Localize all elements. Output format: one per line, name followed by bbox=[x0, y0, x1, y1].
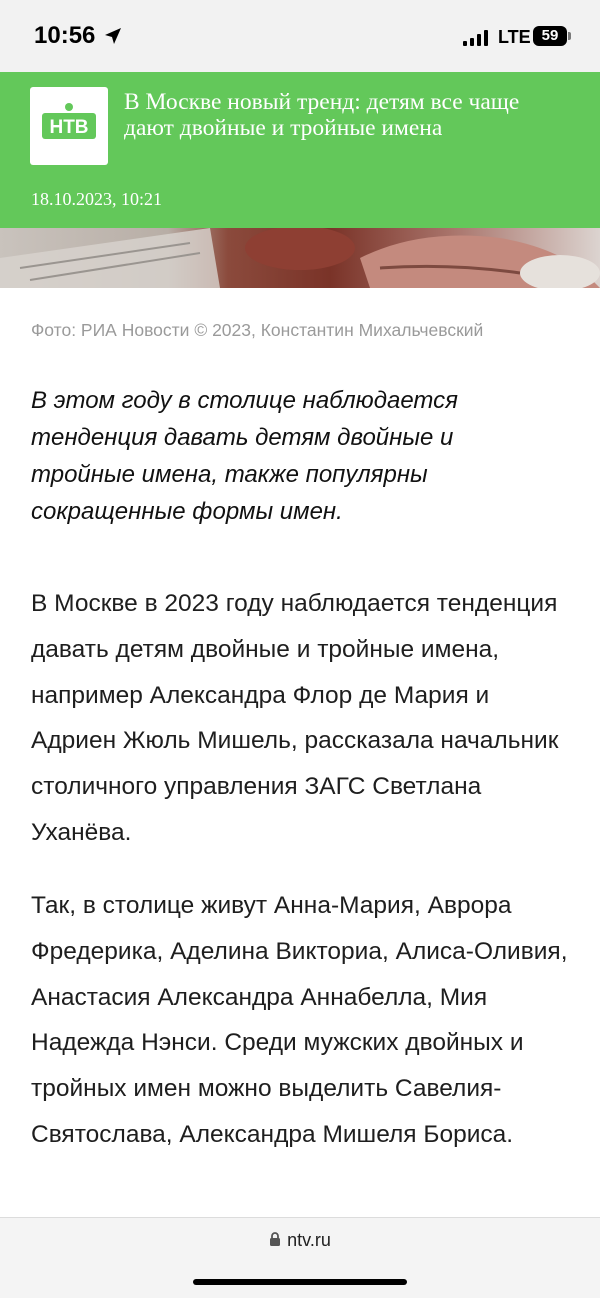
svg-text:НТВ: НТВ bbox=[49, 117, 89, 138]
article-date: 18.10.2023, 10:21 bbox=[31, 189, 163, 209]
photo-image bbox=[0, 228, 600, 288]
article-paragraph: Так, в столице живут Анна-Мария, Аврора Фредерика, Аделина Викториа, Алиса-Оливия, Анастасия Александра Аннабелла, Мия Надежда Нэнси. Среди мужских двойных и тройных имен можно выделить Савелия-Святослава, Александра Мишеля Бориса. bbox=[31, 892, 568, 1148]
article-header bbox=[0, 72, 600, 228]
battery-cap bbox=[568, 32, 571, 40]
home-indicator[interactable] bbox=[193, 1279, 407, 1285]
article-title: В Москве новый тренд: детям все чаще дают двойные и тройные имена bbox=[124, 89, 520, 141]
status-time: 10:56 bbox=[34, 22, 96, 49]
location-arrow-icon bbox=[104, 27, 122, 45]
ntv-logo-icon bbox=[30, 87, 108, 165]
battery-level: 59 bbox=[541, 27, 559, 44]
url-text: ntv.ru bbox=[287, 1230, 331, 1250]
battery-icon bbox=[533, 26, 567, 46]
article-paragraph: В Москве в 2023 году наблюдается тенденция давать детям двойные и тройные имена, например Александра Флор де Мария и Адриен Жюль Мишель, рассказала начальник столичного управления ЗАГС Светлана Уханёва. bbox=[31, 590, 559, 846]
signal-icon bbox=[463, 30, 491, 46]
article-lead: В этом году в столице наблюдается тенденция давать детям двойные и тройные имена, также популярны сокращенные формы имен. bbox=[31, 387, 458, 525]
article-photo[interactable] bbox=[0, 228, 600, 288]
browser-bottom-bar bbox=[0, 1217, 600, 1298]
status-bar bbox=[0, 0, 600, 72]
photo-caption: Фото: РИА Новости © 2023, Константин Михальчевский bbox=[31, 320, 484, 340]
address-bar[interactable] bbox=[0, 1230, 600, 1251]
lock-icon bbox=[269, 1232, 281, 1247]
network-type: LTE bbox=[498, 27, 531, 47]
ntv-logo[interactable] bbox=[30, 87, 108, 165]
